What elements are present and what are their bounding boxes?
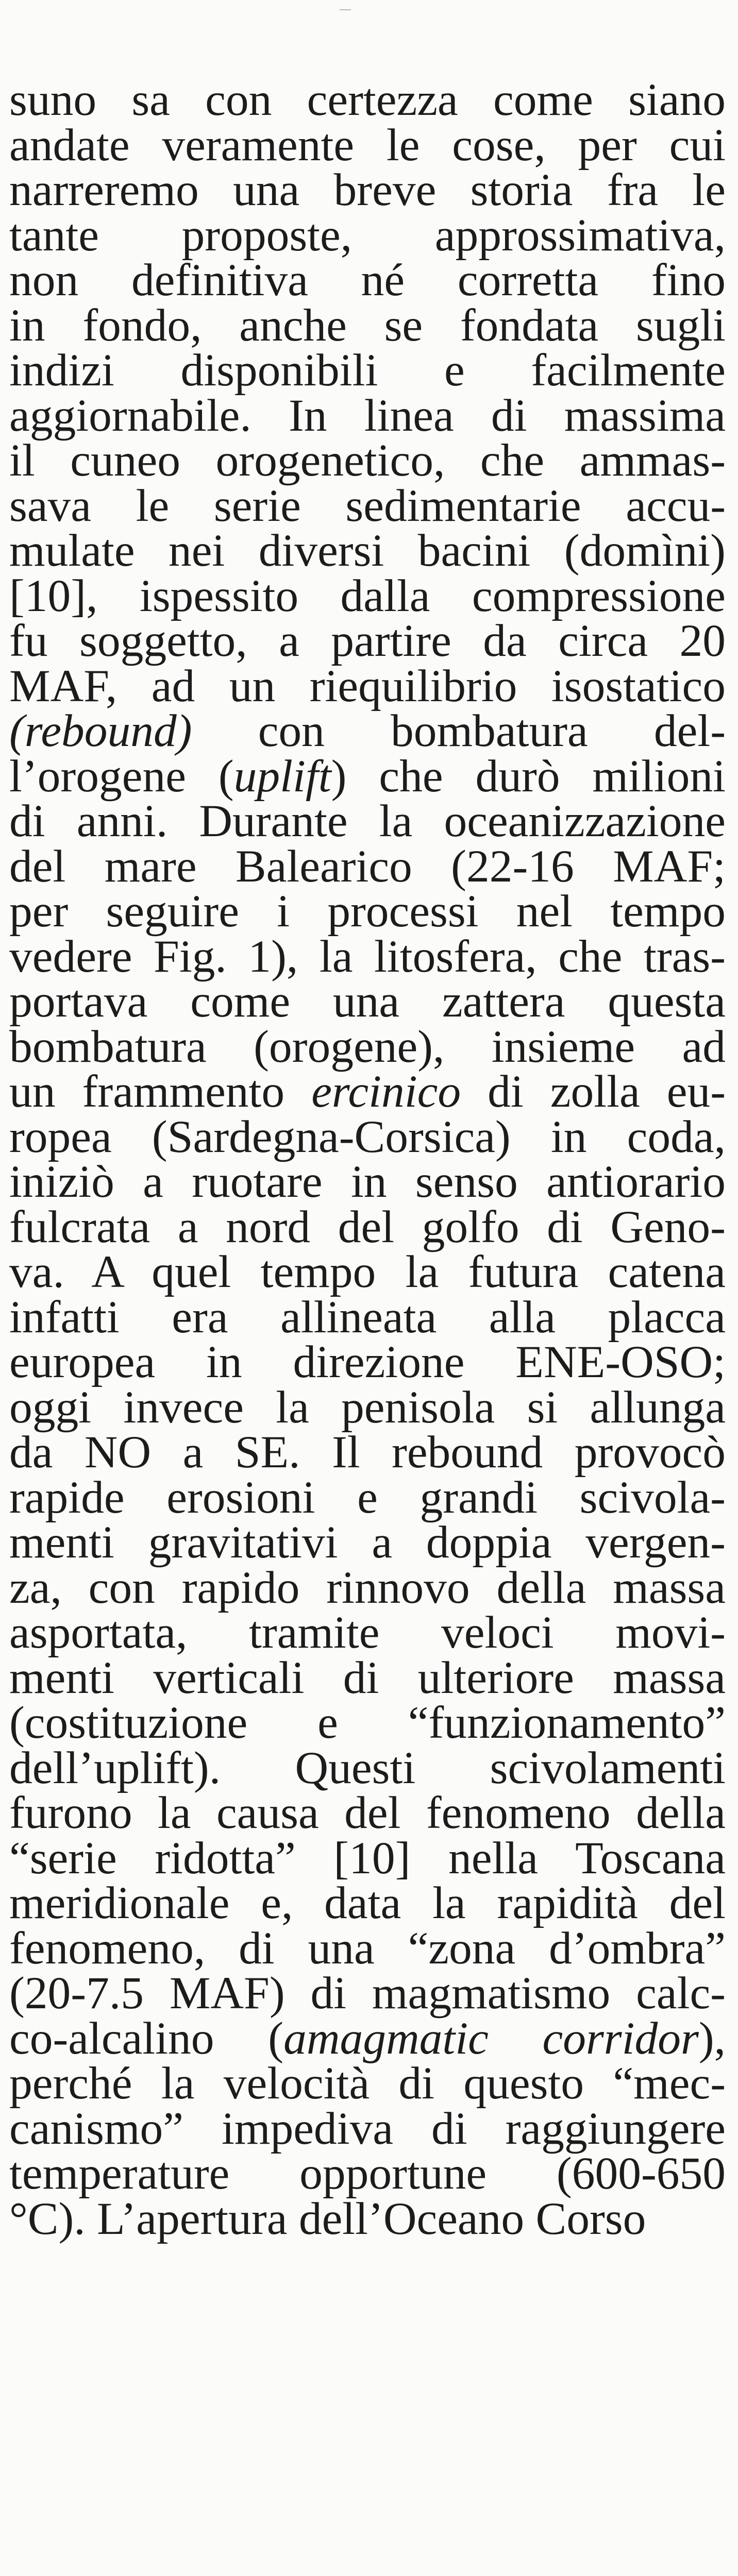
text-segment: (costituzione e “funzionamento” [9,1697,726,1748]
text-line [9,209,726,261]
text-line [9,1336,726,1387]
text-segment: (20-7.5 MAF) di magmatismo calc- [9,1968,726,2019]
text-segment: dell’uplift). Questi scivolamenti [9,1742,726,1793]
text-line [9,1517,726,1568]
text-line [9,2103,726,2154]
text-line [9,1427,726,1478]
text-line [9,570,726,621]
text-line [9,1607,726,1658]
text-segment: andate veramente le cose, per cui [9,119,726,171]
text-line [9,2058,726,2109]
text-segment: oggi invece la penisola si allunga [9,1381,726,1433]
text-segment: suno sa con certezza come siano [9,74,726,125]
text-line [9,1246,726,1297]
text-segment: per seguire i processi nel tempo [9,886,726,937]
text-segment: portava come una zattera questa [9,976,726,1027]
text-line [9,976,726,1027]
text-segment: un frammento [9,1066,312,1117]
text-line [9,705,726,756]
text-line [9,1697,726,1748]
text-line [9,2148,726,2199]
text-line [9,615,726,666]
text-line [9,1291,726,1343]
body-text-column [9,74,726,2244]
text-line [9,299,726,351]
text-segment: iniziò a ruotare in senso antiorario [9,1156,726,1207]
text-line [9,1111,726,1162]
text-segment: fulcrata a nord del golfo di Geno- [9,1201,726,1252]
text-line [9,930,726,982]
text-line [9,795,726,846]
text-segment: MAF, ad un riequilibrio isostatico [9,660,726,711]
text-segment: ), [698,2012,726,2064]
text-segment: co-alcalino ( [9,2012,284,2064]
italic-text-segment: amagmatic corridor [283,2012,699,2064]
text-segment: temperature opportune (600-650 [9,2148,726,2199]
text-segment: narreremo una breve storia fra le [9,164,726,215]
text-segment: in fondo, anche se fondata sugli [9,299,726,351]
text-segment: menti gravitativi a doppia vergen- [9,1517,726,1568]
text-line [9,389,726,441]
text-segment: infatti era allineata alla placca [9,1291,726,1343]
text-line [9,750,726,802]
text-segment: va. A quel tempo la futura catena [9,1246,726,1297]
text-segment: l’orogene ( [9,750,234,802]
text-line [9,840,726,892]
text-segment: fenomeno, di una “zona d’ombra” [9,1922,726,1974]
text-line [9,480,726,531]
text-line [9,525,726,576]
text-segment: furono la causa del fenomeno della [9,1787,726,1838]
text-line [9,74,726,125]
text-segment: di zolla eu- [461,1066,726,1117]
italic-text-segment: uplift [233,750,331,802]
text-segment: ropea (Sardegna-Corsica) in coda, [9,1111,726,1162]
text-segment: za, con rapido rinnovo della massa [9,1562,726,1613]
text-segment: di anni. Durante la oceanizzazione [9,795,726,846]
text-line [9,1968,726,2019]
text-segment: aggiornabile. In linea di massima [9,389,726,441]
text-line [9,660,726,711]
text-line [9,2193,726,2244]
text-segment: non definitiva né corretta fino [9,255,726,306]
text-segment: il cuneo orogenetico, che ammas- [9,435,726,486]
text-line [9,1877,726,1928]
text-segment: con bombatura del- [192,705,726,756]
text-line [9,1381,726,1433]
text-line [9,1787,726,1838]
text-segment: tante proposte, approssimativa, [9,209,726,261]
text-segment: [10], ispessito dalla compressione [9,570,726,621]
text-segment: europea in direzione ENE-OSO; [9,1336,726,1387]
italic-text-segment: (rebound) [9,705,192,756]
text-segment: rapide erosioni e grandi scivola- [9,1471,726,1523]
text-line [9,164,726,215]
text-line [9,1922,726,1974]
text-line [9,1562,726,1613]
text-segment: da NO a SE. Il rebound provocò [9,1427,726,1478]
text-line [9,255,726,306]
text-line [9,345,726,396]
text-line [9,1156,726,1207]
text-segment: bombatura (orogene), insieme ad [9,1021,726,1072]
text-segment: perché la velocità di questo “mec- [9,2058,726,2109]
text-segment: °C). L’apertura dell’Oceano Corso [9,2193,646,2244]
text-line [9,435,726,486]
italic-text-segment: ercinico [311,1066,461,1117]
text-line [9,119,726,171]
text-line [9,2012,726,2064]
text-segment: menti verticali di ulteriore massa [9,1652,726,1703]
text-segment: indizi disponibili e facilmente [9,345,726,396]
page-top-mark: — [340,2,351,15]
text-line [9,1471,726,1523]
text-segment: del mare Balearico (22-16 MAF; [9,840,726,892]
text-line [9,1066,726,1117]
text-segment: meridionale e, data la rapidità del [9,1877,726,1928]
text-segment: mulate nei diversi bacini (domìni) [9,525,726,576]
text-line [9,1742,726,1793]
text-segment: fu soggetto, a partire da circa 20 [9,615,726,666]
text-line [9,1652,726,1703]
text-segment: sava le serie sedimentarie accu- [9,480,726,531]
text-line [9,886,726,937]
text-line [9,1832,726,1884]
text-segment: “serie ridotta” [10] nella Toscana [9,1832,726,1884]
text-segment: ) che durò milioni [331,750,726,802]
text-segment: asportata, tramite veloci movi- [9,1607,726,1658]
text-line [9,1201,726,1252]
text-segment: canismo” impediva di raggiungere [9,2103,726,2154]
text-line [9,1021,726,1072]
text-segment: vedere Fig. 1), la litosfera, che tras- [9,930,726,982]
